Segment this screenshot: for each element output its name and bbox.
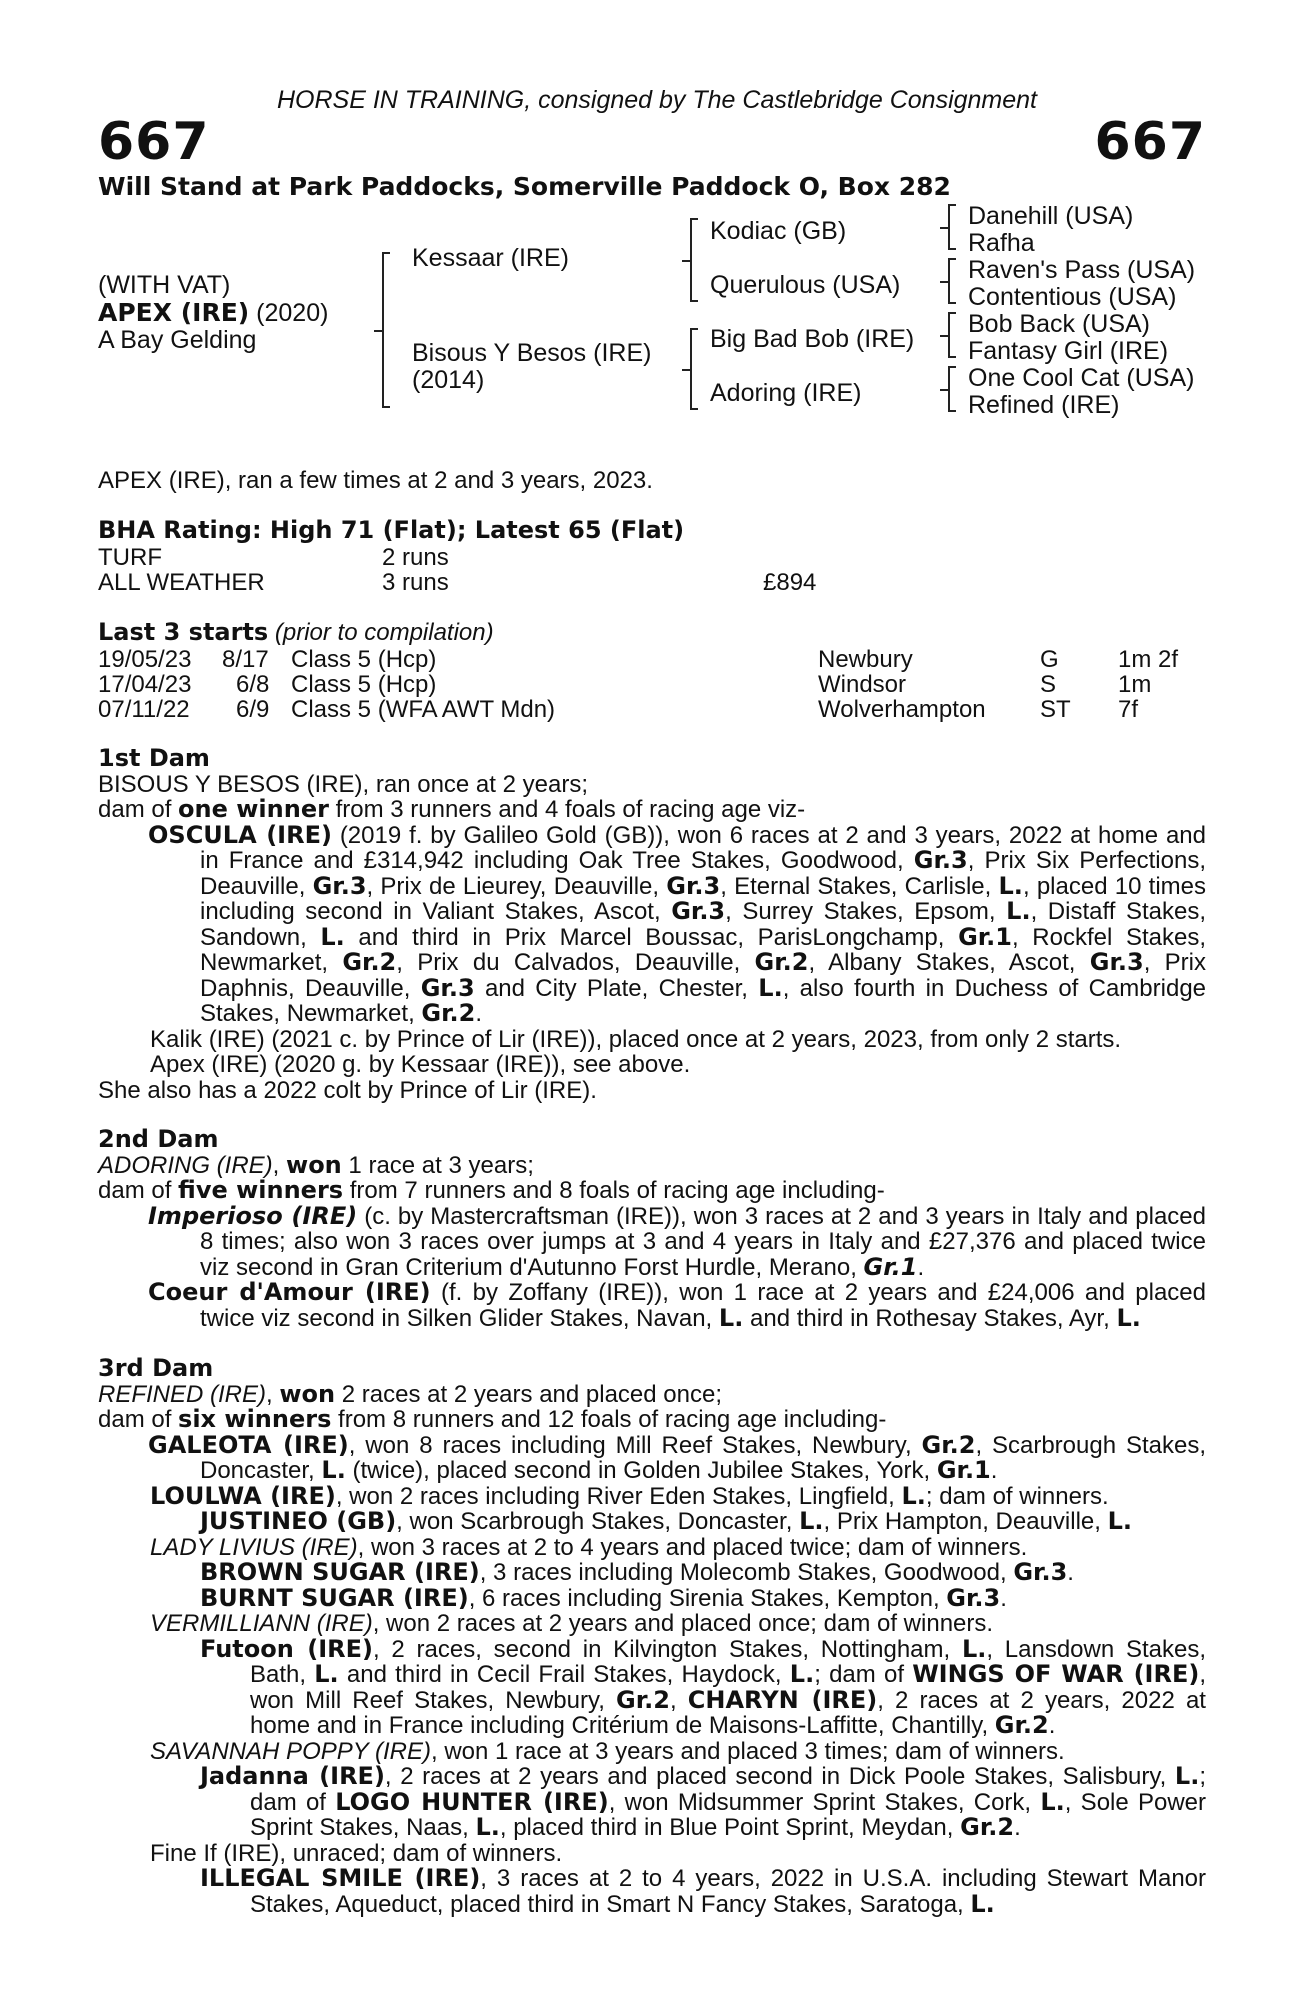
pedigree-gen3-a: Danehill (USA) (968, 202, 1134, 230)
page-header: HORSE IN TRAINING, consigned by The Castlebridge Consignment (276, 86, 1038, 114)
illegal-smile-entry: ILLEGAL SMILE (IRE), 3 races at 2 to 4 years, 2022 in U.S.A. including Stewart Manor Stakes, Aqueduct, placed third in Smart N Fancy Stakes, Saratoga, L. (200, 1864, 1207, 1918)
first-dam-produce-line: dam of one winner from 3 runners and 4 foals of racing age viz- (98, 795, 806, 823)
second-dam-heading: 2nd Dam (98, 1125, 219, 1153)
pedigree-sire-sire: Kodiac (GB) (710, 217, 847, 245)
horse-name: APEX (IRE) (98, 298, 250, 327)
burnt-sugar-entry: BURNT SUGAR (IRE), 6 races including Sirenia Stakes, Kempton, Gr.3. (200, 1583, 1007, 1612)
racing-summary: APEX (IRE), ran a few times at 2 and 3 years, 2023. (98, 467, 653, 494)
start-course: Newbury (818, 646, 913, 673)
pedigree-brace-dd (948, 366, 950, 412)
pedigree-brace-ss (948, 204, 950, 250)
start-going: ST (1040, 696, 1071, 723)
second-dam-section (98, 1127, 1206, 1331)
start-course: Windsor (818, 671, 907, 698)
start-date: 19/05/23 (98, 646, 192, 673)
pedigree-gen3-e: Bob Back (USA) (968, 310, 1151, 338)
third-dam-line: REFINED (IRE), won 2 races at 2 years and placed once; (98, 1379, 722, 1408)
pedigree-gen3-b: Rafha (968, 229, 1035, 257)
first-dam-line: BISOUS Y BESOS (IRE), ran once at 2 years; (98, 770, 588, 798)
first-dam-section (98, 746, 1206, 1103)
savannah-poppy-entry: SAVANNAH POPPY (IRE), won 1 race at 3 years and placed 3 times; dam of winners. (150, 1737, 1065, 1765)
pedigree-dam-dam: Adoring (IRE) (710, 379, 862, 407)
start-course: Wolverhampton (818, 696, 986, 723)
start-distance: 1m (1118, 671, 1152, 698)
horse-year: (2020) (256, 299, 329, 327)
jadanna-entry: Jadanna (IRE), 2 races at 2 years and placed second in Dick Poole Stakes, Salisbury, L.; dam of LOGO HUNTER (IRE), won Midsummer Sprint Stakes, Cork, L., Sole Power Sprint Stakes, Naas, L., placed third in Blue Point Sprint, Meydan, Gr.2. (200, 1762, 1207, 1841)
first-dam-also: She also has a 2022 colt by Prince of Lir (IRE). (98, 1076, 597, 1104)
last-starts-note: (prior to compilation) (274, 619, 494, 646)
vermilliann-entry: VERMILLIANN (IRE), won 2 races at 2 years and placed once; dam of winners. (150, 1610, 994, 1637)
bha-rating: BHA Rating: High 71 (Flat); Latest 65 (Flat) (98, 516, 685, 544)
start-going: G (1040, 646, 1059, 673)
start-race: Class 5 (WFA AWT Mdn) (291, 696, 556, 723)
third-dam-section (98, 1356, 1206, 1917)
fine-if-entry: Fine If (IRE), unraced; dam of winners. (150, 1839, 563, 1867)
third-dam-produce-line: dam of six winners from 8 runners and 12 foals of racing age including- (98, 1405, 887, 1433)
pedigree-gen3-f: Fantasy Girl (IRE) (968, 337, 1169, 365)
start-going: S (1040, 671, 1057, 698)
start-race: Class 5 (Hcp) (291, 646, 437, 673)
lot-number-right: 667 (1094, 112, 1206, 172)
last-starts-heading (98, 620, 494, 646)
start-date: 17/04/23 (98, 671, 192, 698)
coeur-entry: Coeur d'Amour (IRE) (f. by Zoffany (IRE)), won 1 race at 2 years and £24,006 and placed twice viz second in Silken Glider Stakes, Navan, L. and third in Rothesay Stakes, Ayr, L. (148, 1278, 1206, 1332)
loulwa-entry: LOULWA (IRE), won 2 races including River Eden Stakes, Lingfield, L.; dam of winners. (150, 1481, 1109, 1510)
futoon-entry: Futoon (IRE), 2 races, second in Kilvington Stakes, Nottingham, L., Lansdown Stakes, Bath, L. and third in Cecil Frail Stakes, Haydock, L.; dam of WINGS OF WAR (IRE), won Mill Reef Stakes, Newbury, Gr.2, CHARYN (IRE), 2 races at 2 years, 2022 at home and in France including Critérium de Maisons-Laffitte, Chantilly, Gr.2. (200, 1634, 1207, 1739)
pedigree-gen3-c: Raven's Pass (USA) (968, 256, 1196, 284)
justineo-entry: JUSTINEO (GB), won Scarbrough Stakes, Doncaster, L., Prix Hampton, Deauville, L. (200, 1507, 1133, 1535)
rating-row-runs: 3 runs (382, 569, 449, 596)
start-distance: 1m 2f (1118, 646, 1179, 673)
rating-row-runs: 2 runs (382, 544, 449, 571)
pedigree-sire: Kessaar (IRE) (412, 244, 569, 272)
pedigree-brace-sd (948, 258, 950, 304)
start-position: 8/17 (222, 646, 269, 673)
vat-label: (WITH VAT) (98, 271, 231, 299)
start-position: 6/8 (236, 671, 270, 698)
start-distance: 7f (1118, 696, 1139, 723)
galeota-entry: GALEOTA (IRE), won 8 races including Mill Reef Stakes, Newbury, Gr.2, Scarbrough Stakes, Doncaster, L. (twice), placed second in Golden Jubilee Stakes, York, Gr.1. (148, 1430, 1206, 1484)
lady-livius-entry: LADY LIVIUS (IRE), won 3 races at 2 to 4 years and placed twice; dam of winners. (150, 1533, 1028, 1561)
rating-row-surface: ALL WEATHER (98, 569, 265, 596)
pedigree-gen3-d: Contentious (USA) (968, 283, 1177, 311)
last-starts-title: Last 3 starts (98, 618, 269, 646)
stand-location: Will Stand at Park Paddocks, Somerville Paddock O, Box 282 (98, 172, 951, 201)
pedigree-gen3-g: One Cool Cat (USA) (968, 364, 1195, 392)
pedigree-dam (412, 340, 651, 394)
pedigree-dam-year: (2014) (412, 366, 485, 394)
imperioso-entry: Imperioso (IRE) (c. by Mastercraftsman (IRE)), won 3 races at 2 and 3 years in Italy and placed 8 times; also won 3 races over jumps at 3 and 4 years in Italy and £27,376 and placed twice viz second in Gran Criterium d'Autunno Forst Hurdle, Merano, Gr.1. (148, 1201, 1206, 1281)
lot-number-left: 667 (98, 112, 210, 172)
start-date: 07/11/22 (98, 696, 190, 723)
pedigree-sire-dam: Querulous (USA) (710, 271, 901, 299)
pedigree-brace-sire (690, 218, 692, 302)
rating-row-prize: £894 (763, 569, 817, 596)
pedigree-dam-name: Bisous Y Besos (IRE) (412, 339, 652, 367)
start-position: 6/9 (236, 696, 270, 723)
pedigree-brace-gen1 (382, 252, 384, 408)
pedigree-brace-ds (948, 312, 950, 358)
pedigree-dam-sire: Big Bad Bob (IRE) (710, 325, 915, 353)
pedigree-gen3-h: Refined (IRE) (968, 391, 1120, 419)
kalik-entry: Kalik (IRE) (2021 c. by Prince of Lir (IRE)), placed once at 2 years, 2023, from only 2 starts. (150, 1025, 1122, 1053)
oscula-entry: OSCULA (IRE) (2019 f. by Galileo Gold (GB)), won 6 races at 2 and 3 years, 2022 at home and in France and £314,942 including Oak Tree Stakes, Goodwood, Gr.3, Prix Six Perfections, Deauville, Gr.3, Prix de Lieurey, Deauville, Gr.3, Eternal Stakes, Carlisle, L., placed 10 times including second in Valiant Stakes, Ascot, Gr.3, Surrey Stakes, Epsom, L., Distaff Stakes, Sandown, L. and third in Prix Marcel Boussac, ParisLongchamp, Gr.1, Rockfel Stakes, Newmarket, Gr.2, Prix du Calvados, Deauville, Gr.2, Albany Stakes, Ascot, Gr.3, Prix Daphnis, Deauville, Gr.3 and City Plate, Chester, L., also fourth in Duchess of Cambridge Stakes, Newmarket, Gr.2. (148, 820, 1207, 1027)
horse-description: A Bay Gelding (98, 326, 257, 354)
pedigree-brace-dam (690, 328, 692, 410)
apex-entry: Apex (IRE) (2020 g. by Kessaar (IRE)), see above. (150, 1051, 691, 1078)
horse-identity (98, 272, 328, 354)
rating-row-surface: TURF (98, 544, 162, 571)
brown-sugar-entry: BROWN SUGAR (IRE), 3 races including Molecomb Stakes, Goodwood, Gr.3. (200, 1558, 1074, 1586)
second-dam-produce-line: dam of five winners from 7 runners and 8 foals of racing age including- (98, 1176, 885, 1204)
third-dam-heading: 3rd Dam (98, 1354, 214, 1382)
start-race: Class 5 (Hcp) (291, 671, 437, 698)
second-dam-line: ADORING (IRE), won 1 race at 3 years; (98, 1150, 534, 1179)
first-dam-heading: 1st Dam (98, 744, 210, 772)
